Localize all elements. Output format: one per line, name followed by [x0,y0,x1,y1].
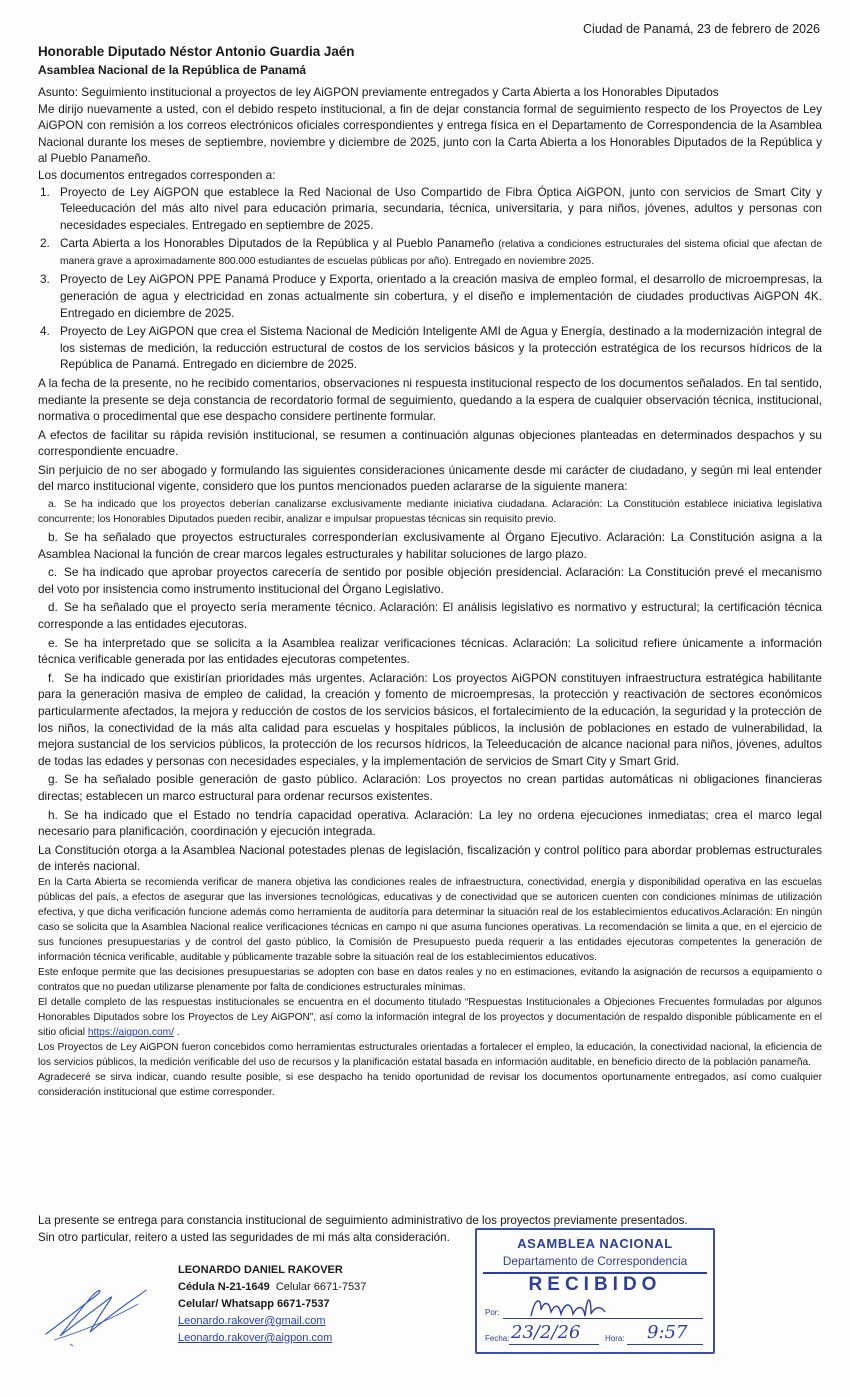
intro-paragraph: Me dirijo nuevamente a usted, con el debido respeto institucional, a fin de dejar constancia formal de seguimiento respecto de los Proyectos de Ley AiGPON con remisión a los correos electrónicos oficiales correspondientes y entrega física en el Departamento de Correspondencia de la Asamblea Nacional durante los meses de septiembre, noviembre y diciembre de 2025, junto con la Carta Abierta a los Honorables Diputados de la República y al Pueblo Panameño. [38,101,822,166]
stamp-handwritten-initials [527,1292,627,1322]
signer-name: LEONARDO DANIEL RAKOVER [178,1264,343,1276]
stamp-hora-value: 9:57 [647,1322,688,1343]
objection-item: e. Se ha interpretado que se solicita a la Asamblea realizar verificaciones técnicas. Aclaración: La solicitud refiere únicamente a información técnica verificable generada por las entidades ejecutoras competentes. [38,635,822,667]
objection-item: f. Se ha indicado que existirían prioridades más urgentes. Aclaración: Los proyectos AiGPON constituyen infraestructura estratégica habilitante para la generación masiva de empleo de calidad, la creación y fomento de microempresas, la protección y reactivación de sectores económicos particularmente afectados, la mejora y reducción de costos de los servicios básicos, el fortalecimiento de la educación, la seguridad y la protección de los niños, la conectividad de la más alta calidad para escuelas y hospitales públicos, la inclusión de poblaciones en estado de vulnerabilidad, la mejora sustancial de los servicios públicos, la protección de los recursos hídricos, la Teleeducación de alcance nacional para niños, jóvenes, adultos de todas las edades y personas con necesidades especiales, y la implementación de servicios de Smart City y Smart Grid. [38,670,822,768]
signer-email-link[interactable]: Leonardo.rakover@aigpon.com [178,1332,333,1344]
stamp-hora-label: Hora: [605,1334,625,1343]
documents-lead: Los documentos entregados corresponden a: [38,167,276,182]
closing-line: La presente se entrega para constancia institucional de seguimiento administrativo de los proyectos previamente presentados. [38,1214,688,1227]
stamp-fecha-line [509,1344,599,1345]
signer-email-link[interactable]: Leonardo.rakover@gmail.com [178,1315,326,1327]
closing-line: Sin otro particular, reitero a usted las seguridades de mi más alta consideración. [38,1231,450,1244]
stamp-received: RECIBIDO [528,1274,662,1295]
agradecere-paragraph: Agradeceré se sirva indicar, cuando resulte posible, si ese despacho ha tenido oportunidad de revisar los documentos oportunamente entregados, así como cualquier consideración institucional que estime corresponder. [38,1071,822,1098]
objection-item: a. Se ha indicado que los proyectos deberían canalizarse exclusivamente mediante iniciativa ciudadana. Aclaración: La Constitución establece iniciativa legislativa concurrente; los Honorables Diputados pueden recibir, analizar e impulsar propuestas técnicas sin requisito previo. [38,499,822,526]
signature-block [178,1262,366,1347]
stamp-fecha-value: 23/2/26 [511,1322,581,1343]
stamp-department: Departamento de Correspondencia [502,1254,688,1268]
objection-item: g. Se ha señalado posible generación de gasto público. Aclaración: Los proyectos no crean partidas automáticas ni obligaciones financieras directas; establecen un marco estructural para ordenar recursos existentes. [38,772,822,803]
stamp-hora-line [627,1344,703,1345]
stamp-por-label: Por: [485,1308,500,1317]
addressee-name: Honorable Diputado Néstor Antonio Guardia Jaén [38,44,355,59]
stamp-title: ASAMBLEA NACIONAL [517,1236,673,1251]
list-item: 4. Proyecto de Ley AiGPON que crea el Sistema Nacional de Medición Inteligente AMI de Agua y Energía, destinado a la modernización integral de los sistemas de medición, la reducción estructural de costos de los servicios básicos y la protección estratégica de los recursos hídricos de la República de Panamá. Entregado en diciembre de 2025. [40,324,822,372]
detalle-paragraph: El detalle completo de las respuestas institucionales se encuentra en el documento titulado “Respuestas Institucionales a Objeciones Frecuentes formuladas por algunos Honorables Diputados sobre los Proyectos de Ley AiGPON”, así como la información integral de los proyectos y documentación de respaldo disponible públicamente en el sitio oficial https://aigpon.com/ . [38,996,822,1038]
summary-paragraph: A efectos de facilitar su rápida revisión institucional, se resumen a continuación algunas objeciones planteadas en determinados despachos y su correspondiente encuadre. [38,427,822,459]
stamp-fecha-label: Fecha: [485,1334,510,1343]
objection-item: d. Se ha señalado que el proyecto sería meramente técnico. Aclaración: El análisis legislativo es normativo y estructural; la certificación técnica corresponde a las entidades ejecutoras. [38,600,822,632]
handwritten-signature [40,1270,150,1350]
letter-content [38,42,822,1100]
subject-line: Asunto: Seguimiento institucional a proyectos de ley AiGPON previamente entregados y Carta Abierta a los Honorables Diputados [38,85,719,99]
citizen-paragraph: Sin perjuicio de no ser abogado y formulando las siguientes consideraciones únicamente desde mi carácter de ciudadano, y según mi leal entender del marco institucional vigente, considero que los puntos mencionados pueden aclararse de la siguiente manera: [38,462,822,494]
letter-date: Ciudad de Panamá, 23 de febrero de 2026 [583,22,820,36]
site-link[interactable]: https://aigpon.com/ [87,1026,174,1038]
objection-item: h. Se ha indicado que el Estado no tendría capacidad operativa. Aclaración: La ley no ordena ejecuciones inmediatas; crea el marco legal necesario para planificación, coordinación y ejecución integrada. [38,807,822,839]
list-item: 1. Proyecto de Ley AiGPON que establece la Red Nacional de Uso Compartido de Fibra Óptica AiGPON, junto con servicios de Smart City y Teleeducación del más alto nivel para educación primaria, secundaria, técnica, universitaria, y para niños, jóvenes, adultos y personas con necesidades especiales. Entregado en septiembre de 2025. [40,184,822,232]
objection-item: c. Se ha indicado que aprobar proyectos carecería de sentido por posible objeción presidencial. Aclaración: La Constitución prevé el mecanismo del voto por insistencia como instrumento institucional del Órgano Legislativo. [38,565,822,596]
list-item: 3. Proyecto de Ley AiGPON PPE Panamá Produce y Exporta, orientado a la creación masiva de empleo formal, el desarrollo de microempresas, la generación de agua y electricidad en zonas actualmente sin cobertura, y el diseño e implementación de ciudades productivas AiGPON 4K. Entregado en diciembre de 2025. [40,272,822,320]
documents-list [38,184,822,373]
received-stamp [475,1228,715,1354]
signer-whatsapp: Celular/ Whatsapp 6671-7537 [178,1298,330,1310]
signer-cedula: Cédula N-21-1649 [178,1281,270,1293]
signer-phone: Celular 6671-7537 [275,1281,367,1293]
objection-item: b. Se ha señalado que proyectos estructurales corresponderían exclusivamente al Órgano Ejecutivo. Aclaración: La Constitución asigna a la Asamblea Nacional la función de crear marcos legales estructurales y habilitar soluciones de largo plazo. [38,530,822,561]
constitution-paragraph: La Constitución otorga a la Asamblea Nacional potestades plenas de legislación, fiscalización y control político para abordar problemas estructurales de interés nacional. [38,842,822,874]
addressee-organization: Asamblea Nacional de la República de Panamá [38,63,307,77]
list-item: 2. Carta Abierta a los Honorables Diputados de la República y al Pueblo Panameño (relativa a condiciones estructurales del sistema oficial que afectan de manera grave a aproximadamente 800.000 estudiantes de escuelas públicas por año). Entregado en noviembre 2025. [40,236,823,268]
carta-paragraph: En la Carta Abierta se recomienda verificar de manera objetiva las condiciones reales de infraestructura, conectividad, energía y disponibilidad operativa en las escuelas públicas del país, a efectos de asegurar que las inversiones tecnológicas, educativas y de conectividad que se autoricen cuenten con condiciones mínimas de utilización efectiva, y que dicha verificación funcione además como herramienta de auditoría para determinar la situación real de los establecimientos educativos.Aclaración: En ningún caso se solicita que la Asamblea Nacional realice verificaciones técnicas en campo ni que asuma funciones operativas. La recomendación se limita a que, en el ejercicio de sus funciones presupuestarias y de control del gasto público, la Comisión de Presupuesto pueda requerir a las entidades ejecutoras competentes la generación de información técnica verificable, auditable y públicamente trazable sobre la situación real de los establecimientos educativos. [38,876,822,963]
concebidos-paragraph: Los Proyectos de Ley AiGPON fueron concebidos como herramientas estructurales orientadas a fortalecer el empleo, la educación, la conectividad nacional, la eficiencia de los servicios públicos, la medición verificable del uso de recursos y la planificación estatal basada en información auditable, en beneficio directo de la población panameña. [38,1041,822,1068]
enfoque-paragraph: Este enfoque permite que las decisiones presupuestarias se adopten con base en datos reales y no en estimaciones, evitando la asignación de recursos a equipamiento o contratos que no puedan utilizarse plenamente por falta de condiciones estructurales mínimas. [38,966,822,993]
no-response-paragraph: A la fecha de la presente, no he recibido comentarios, observaciones ni respuesta institucional respecto de los documentos señalados. En tal sentido, mediante la presente se deja constancia de recordatorio formal de seguimiento, quedando a la espera de cualquier observación técnica, institucional, normativa o procedimental que ese despacho considere pertinente formular. [38,375,822,424]
